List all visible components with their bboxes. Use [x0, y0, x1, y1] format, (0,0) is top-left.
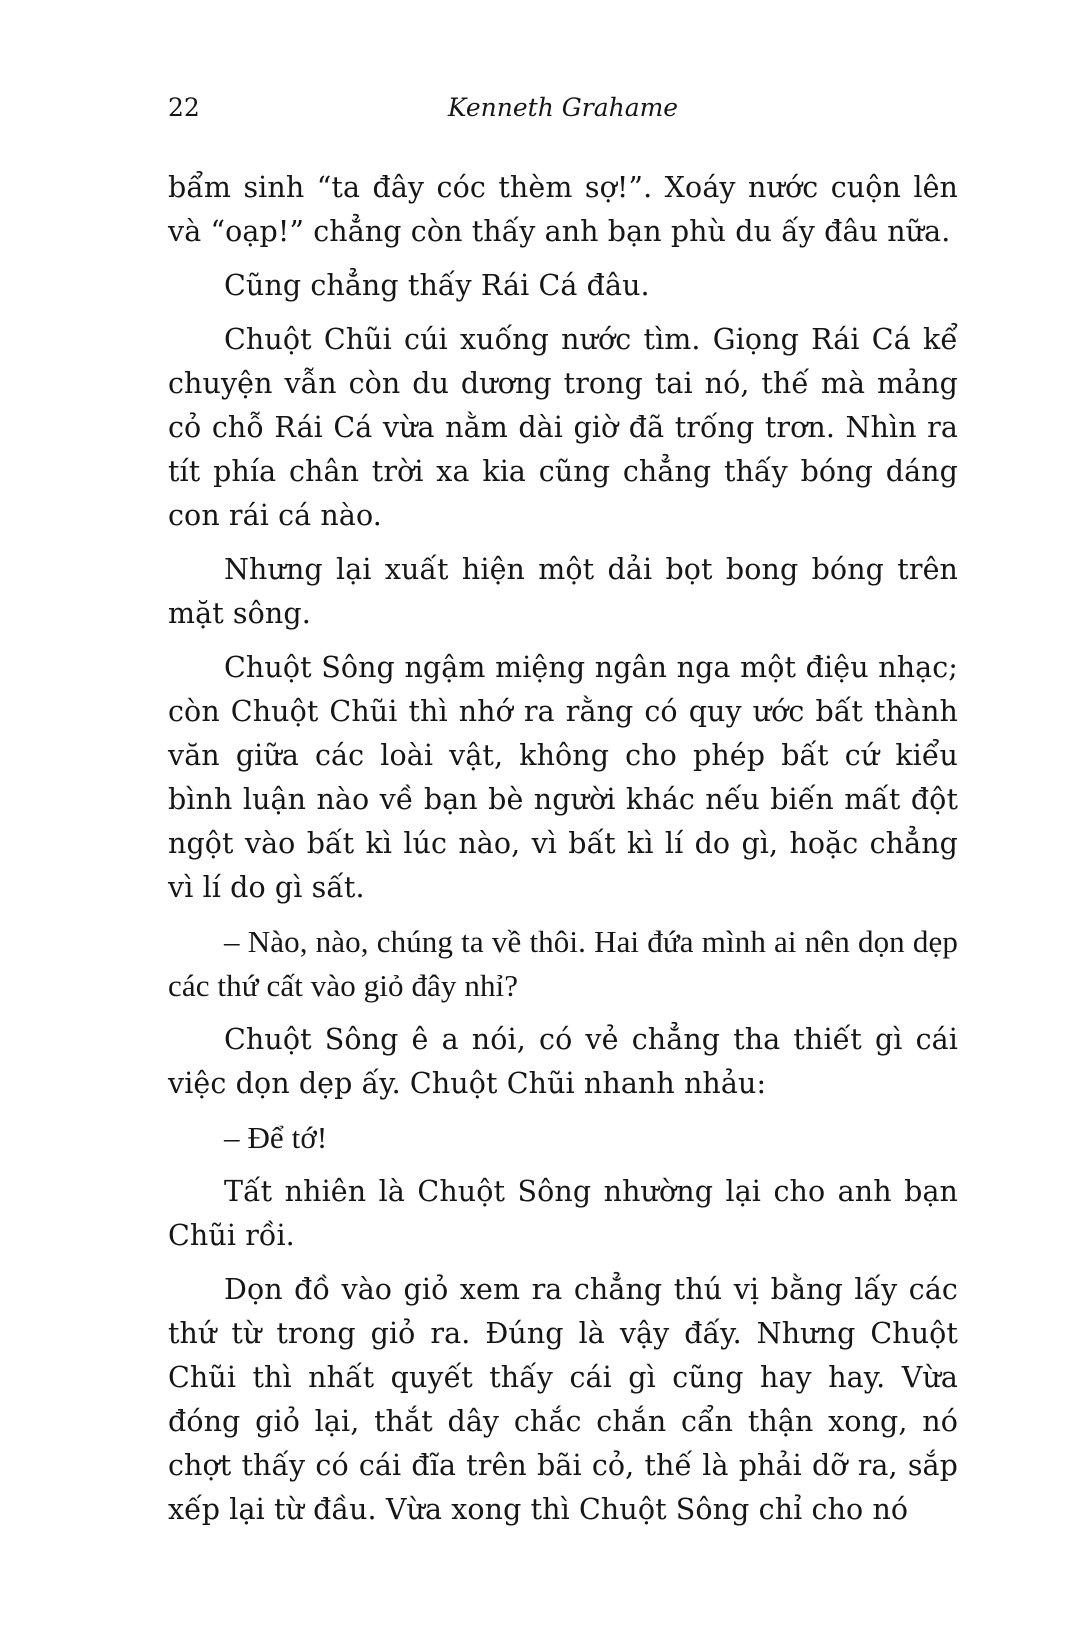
paragraph-7: Chuột Sông ê a nói, có vẻ chẳng tha thiết gì cái việc dọn dẹp ấy. Chuột Chũi nhanh nhảu:	[168, 1023, 958, 1100]
body-text	[168, 166, 958, 1542]
page-number: 22	[168, 93, 200, 122]
paragraph-10: Dọn đồ vào giỏ xem ra chẳng thú vị bằng lấy các thứ từ trong giỏ ra. Đúng là vậy đấy. Nhưng Chuột Chũi thì nhất quyết thấy cái gì cũng hay hay. Vừa đóng giỏ lại, thắt dây chắc chắn cẩn thận xong, nó chợt thấy có cái đĩa trên bãi cỏ, thế là phải dỡ ra, sắp xếp lại từ đầu. Vừa xong thì Chuột Sông chỉ cho nó	[168, 1273, 958, 1526]
running-title: Kenneth Grahame	[447, 93, 679, 122]
paragraph-9: Tất nhiên là Chuột Sông nhường lại cho anh bạn Chũi rồi.	[168, 1175, 958, 1252]
paragraph-8: – Để tớ!	[224, 1120, 328, 1155]
page-header	[168, 88, 958, 128]
paragraph-2: Cũng chẳng thấy Rái Cá đâu.	[224, 269, 650, 302]
paragraph-3: Chuột Chũi cúi xuống nước tìm. Giọng Rái Cá kể chuyện vẫn còn du dương trong tai nó, thế mà mảng cỏ chỗ Rái Cá vừa nằm dài giờ đã trống trơn. Nhìn ra tít phía chân trời xa kia cũng chẳng thấy bóng dáng con rái cá nào.	[168, 323, 958, 532]
paragraph-1: bẩm sinh “ta đây cóc thèm sợ!”. Xoáy nước cuộn lên và “oạp!” chẳng còn thấy anh bạn phù du ấy đâu nữa.	[168, 171, 958, 248]
paragraph-5: Chuột Sông ngậm miệng ngân nga một điệu nhạc; còn Chuột Chũi thì nhớ ra rằng có quy ước bất thành văn giữa các loài vật, không cho phép bất cứ kiểu bình luận nào về bạn bè người khác nếu biến mất đột ngột vào bất kì lúc nào, vì bất kì lí do gì, hoặc chẳng vì lí do gì sất.	[168, 651, 958, 904]
paragraph-6: – Nào, nào, chúng ta về thôi. Hai đứa mình ai nên dọn dẹp các thứ cất vào giỏ đây nhỉ?	[168, 924, 958, 1003]
paragraph-4: Nhưng lại xuất hiện một dải bọt bong bóng trên mặt sông.	[168, 553, 958, 630]
